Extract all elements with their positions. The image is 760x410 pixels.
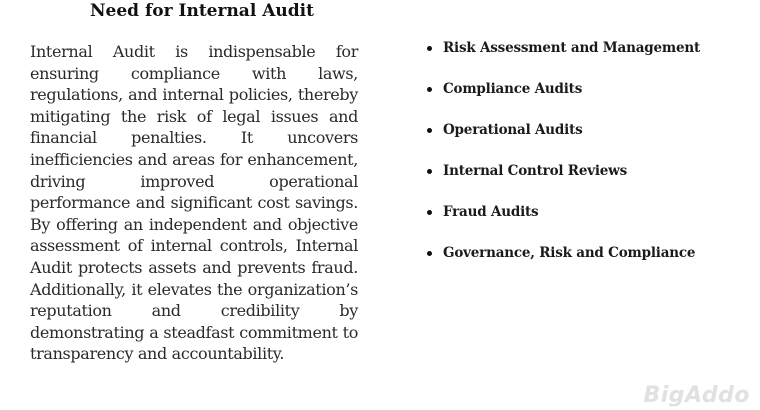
list-item bbox=[427, 119, 747, 160]
bullet-icon bbox=[427, 87, 432, 92]
list-item-label: Risk Assessment and Management bbox=[443, 40, 700, 56]
section-heading: Need for Internal Audit bbox=[90, 1, 314, 21]
bullet-icon bbox=[427, 46, 432, 51]
audit-types-list bbox=[427, 37, 747, 283]
bullet-icon bbox=[427, 169, 432, 174]
bullet-icon bbox=[427, 251, 432, 256]
bullet-icon bbox=[427, 210, 432, 215]
list-item-label: Internal Control Reviews bbox=[443, 163, 627, 179]
list-item-label: Governance, Risk and Compliance bbox=[443, 245, 696, 261]
description-paragraph: Internal Audit is indispensable for ensuring compliance with laws, regulations, and internal policies, thereby mitigating the risk of legal issues and financial penalties. It uncovers inefficiencies and areas for enhancement, driving improved operational performance and significant cost savings. By offering an independent and objective assessment of internal controls, Internal Audit protects assets and prevents fraud. Additionally, it elevates the organization’s reputation and credibility by demonstrating a steadfast commitment to transparency and accountability. bbox=[30, 42, 358, 364]
audit-types-column bbox=[427, 37, 747, 283]
bullet-icon bbox=[427, 128, 432, 133]
list-item bbox=[427, 201, 747, 242]
list-item-label: Operational Audits bbox=[443, 122, 583, 138]
list-item bbox=[427, 78, 747, 119]
watermark-logo: BigAddo bbox=[643, 383, 750, 408]
list-item bbox=[427, 37, 747, 78]
list-item bbox=[427, 160, 747, 201]
list-item-label: Compliance Audits bbox=[443, 81, 583, 97]
list-item bbox=[427, 242, 747, 283]
list-item-label: Fraud Audits bbox=[443, 204, 539, 220]
